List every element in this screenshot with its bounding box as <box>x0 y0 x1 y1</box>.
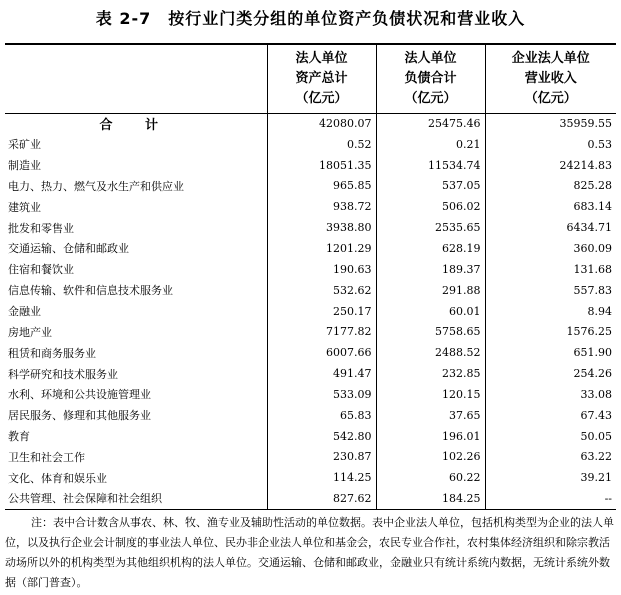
liabilities-value: 189.37 <box>376 259 485 280</box>
revenue-value: 0.53 <box>485 134 616 155</box>
data-table <box>5 43 616 510</box>
revenue-value: 8.94 <box>485 301 616 322</box>
footnote: 注：表中合计数含从事农、林、牧、渔专业及辅助性活动的单位数据。表中企业法人单位，包括机构类型为企业的法人单位，以及执行企业会计制度的事业法人单位、民办非企业法人单位和基金会，农民专业合作社，农村集体经济组织和除宗教活动场所以外的机构类型为其他组织机构的法人单位。交通运输、仓储和邮政业，金融业只有统计系统内数据，无统计系统外数据（部门普查）。 <box>5 516 614 589</box>
assets-value: 230.87 <box>267 447 376 468</box>
header-liabilities-line1: 法人单位 <box>404 50 457 66</box>
table-row <box>5 217 616 238</box>
table-row <box>5 196 616 217</box>
revenue-value: -- <box>485 488 616 509</box>
industry-name: 建筑业 <box>8 200 41 214</box>
assets-value: 532.62 <box>267 280 376 301</box>
industry-name: 交通运输、仓储和邮政业 <box>8 242 129 256</box>
table-row <box>5 280 616 301</box>
liabilities-value: 506.02 <box>376 196 485 217</box>
table-row <box>5 238 616 259</box>
table-row <box>5 259 616 280</box>
assets-value: 6007.66 <box>267 342 376 363</box>
header-assets <box>267 44 376 113</box>
industry-name: 批发和零售业 <box>8 221 74 235</box>
table-header <box>5 44 616 113</box>
total-label: 合 计 <box>99 118 173 134</box>
revenue-value: 50.05 <box>485 426 616 447</box>
revenue-value: 24214.83 <box>485 155 616 176</box>
revenue-value: 360.09 <box>485 238 616 259</box>
header-liabilities <box>376 44 485 113</box>
table-row <box>5 488 616 509</box>
assets-value: 542.80 <box>267 426 376 447</box>
industry-name: 居民服务、修理和其他服务业 <box>8 409 151 423</box>
liabilities-value: 537.05 <box>376 176 485 197</box>
assets-value: 938.72 <box>267 196 376 217</box>
industry-name: 水利、环境和公共设施管理业 <box>8 388 151 402</box>
table-body <box>5 113 616 509</box>
revenue-value: 33.08 <box>485 384 616 405</box>
assets-value: 190.63 <box>267 259 376 280</box>
header-liabilities-line2: 负债合计 <box>404 70 457 86</box>
assets-value: 1201.29 <box>267 238 376 259</box>
revenue-value: 6434.71 <box>485 217 616 238</box>
liabilities-value: 0.21 <box>376 134 485 155</box>
total-row <box>5 113 616 134</box>
industry-name: 金融业 <box>8 305 41 319</box>
industry-name: 文化、体育和娱乐业 <box>8 471 107 485</box>
total-assets: 42080.07 <box>267 113 376 134</box>
assets-value: 491.47 <box>267 363 376 384</box>
header-assets-line1: 法人单位 <box>295 50 348 66</box>
industry-name: 教育 <box>8 430 30 444</box>
revenue-value: 825.28 <box>485 176 616 197</box>
table-row <box>5 384 616 405</box>
assets-value: 0.52 <box>267 134 376 155</box>
page-title: 表 2-7 按行业门类分组的单位资产负债状况和营业收入 <box>95 9 526 28</box>
total-liabilities: 25475.46 <box>376 113 485 134</box>
table-row <box>5 176 616 197</box>
industry-name: 房地产业 <box>8 325 52 339</box>
liabilities-value: 60.01 <box>376 301 485 322</box>
liabilities-value: 196.01 <box>376 426 485 447</box>
header-assets-unit: （亿元） <box>295 90 348 106</box>
header-liabilities-unit: （亿元） <box>404 90 457 106</box>
revenue-value: 557.83 <box>485 280 616 301</box>
revenue-value: 651.90 <box>485 342 616 363</box>
industry-name: 采矿业 <box>8 138 41 152</box>
header-industry <box>5 44 267 113</box>
assets-value: 18051.35 <box>267 155 376 176</box>
revenue-value: 683.14 <box>485 196 616 217</box>
industry-name: 科学研究和技术服务业 <box>8 367 118 381</box>
liabilities-value: 291.88 <box>376 280 485 301</box>
assets-value: 965.85 <box>267 176 376 197</box>
assets-value: 65.83 <box>267 405 376 426</box>
liabilities-value: 2535.65 <box>376 217 485 238</box>
revenue-value: 67.43 <box>485 405 616 426</box>
table-row <box>5 301 616 322</box>
industry-name: 信息传输、软件和信息技术服务业 <box>8 284 173 298</box>
liabilities-value: 60.22 <box>376 467 485 488</box>
table-row <box>5 342 616 363</box>
table-row <box>5 447 616 468</box>
table-row <box>5 155 616 176</box>
liabilities-value: 232.85 <box>376 363 485 384</box>
revenue-value: 63.22 <box>485 447 616 468</box>
liabilities-value: 628.19 <box>376 238 485 259</box>
revenue-value: 131.68 <box>485 259 616 280</box>
revenue-value: 39.21 <box>485 467 616 488</box>
liabilities-value: 2488.52 <box>376 342 485 363</box>
table-row <box>5 467 616 488</box>
industry-name: 电力、热力、燃气及水生产和供应业 <box>8 179 184 193</box>
industry-name: 公共管理、社会保障和社会组织 <box>5 488 267 509</box>
liabilities-value: 184.25 <box>376 488 485 509</box>
assets-value: 114.25 <box>267 467 376 488</box>
industry-name: 住宿和餐饮业 <box>8 263 74 277</box>
header-revenue <box>485 44 616 113</box>
revenue-value: 254.26 <box>485 363 616 384</box>
assets-value: 533.09 <box>267 384 376 405</box>
table-row <box>5 426 616 447</box>
liabilities-value: 120.15 <box>376 384 485 405</box>
assets-value: 250.17 <box>267 301 376 322</box>
table-row <box>5 363 616 384</box>
assets-value: 3938.80 <box>267 217 376 238</box>
liabilities-value: 11534.74 <box>376 155 485 176</box>
table-row <box>5 321 616 342</box>
industry-name: 制造业 <box>8 159 41 173</box>
industry-name: 卫生和社会工作 <box>8 450 85 464</box>
liabilities-value: 5758.65 <box>376 321 485 342</box>
header-assets-line2: 资产总计 <box>295 70 348 86</box>
header-revenue-line2: 营业收入 <box>524 70 577 86</box>
liabilities-value: 102.26 <box>376 447 485 468</box>
assets-value: 7177.82 <box>267 321 376 342</box>
liabilities-value: 37.65 <box>376 405 485 426</box>
header-revenue-unit: （亿元） <box>524 90 577 106</box>
table-row <box>5 405 616 426</box>
table-row <box>5 134 616 155</box>
revenue-value: 1576.25 <box>485 321 616 342</box>
industry-name: 租赁和商务服务业 <box>8 346 96 360</box>
header-revenue-line1: 企业法人单位 <box>511 50 590 66</box>
total-revenue: 35959.55 <box>485 113 616 134</box>
assets-value: 827.62 <box>267 488 376 509</box>
